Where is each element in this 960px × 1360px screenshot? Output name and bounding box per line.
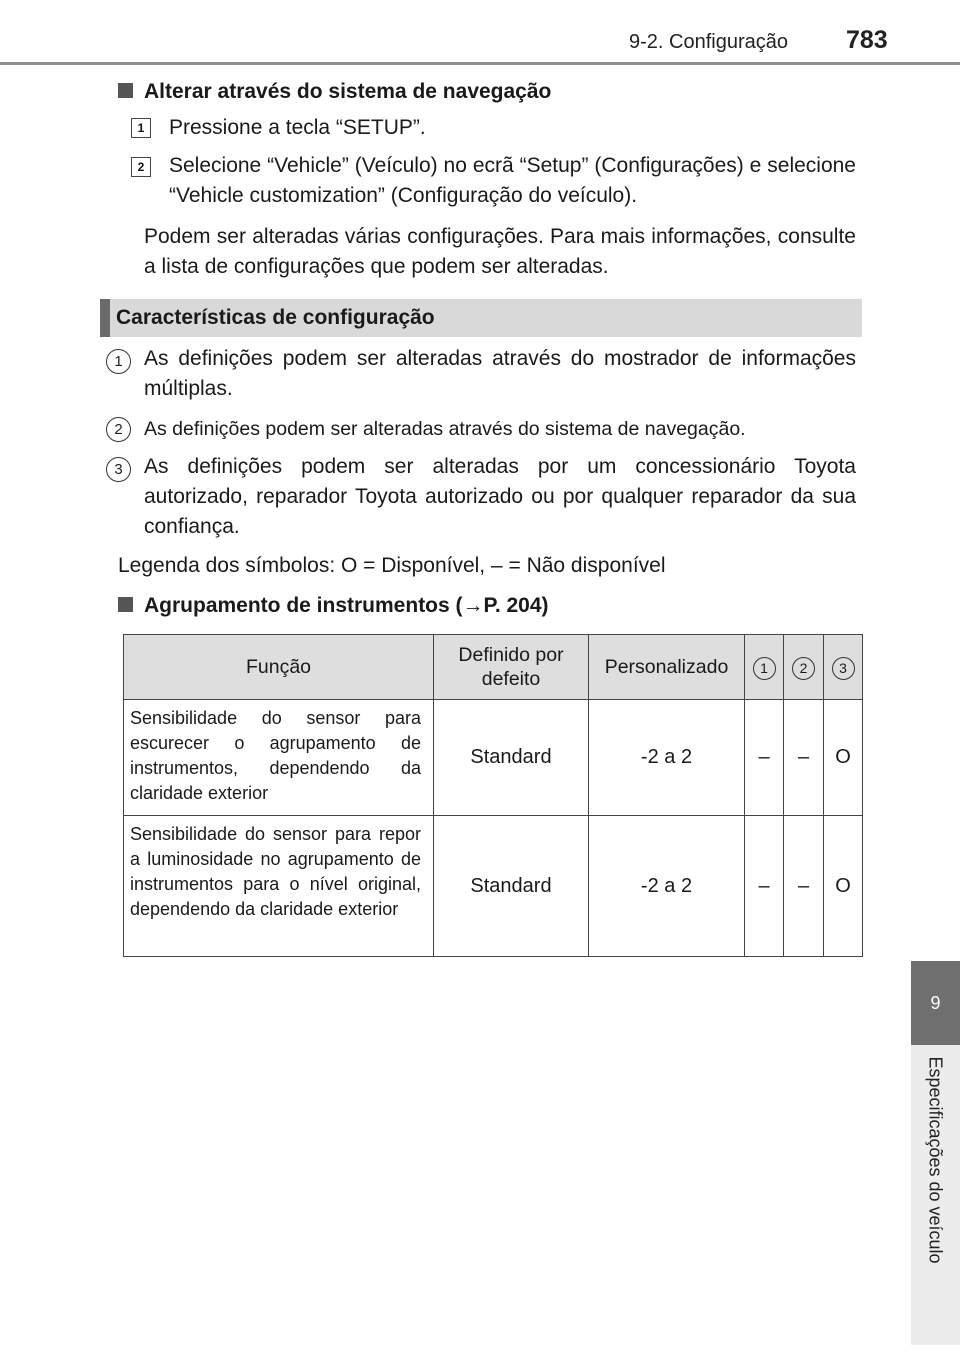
cell-c3: O xyxy=(824,700,863,816)
circled-number: 2 xyxy=(106,417,131,442)
cell-function: Sensibilidade do sensor para repor a luminosidade no agrupamento de instrumentos para o nível original, dependendo da claridade exterior xyxy=(124,816,434,957)
circled-number: 1 xyxy=(753,657,776,680)
section-title: 9-2. Configuração xyxy=(629,31,788,53)
circled-number: 3 xyxy=(106,457,131,482)
cell-c2: – xyxy=(784,700,824,816)
square-bullet-icon xyxy=(118,597,133,612)
nav-heading xyxy=(118,80,551,104)
header-custom: Personalizado xyxy=(589,635,745,700)
header-col2 xyxy=(784,635,824,700)
header-function: Função xyxy=(124,635,434,700)
chapter-tab: 9 xyxy=(911,961,960,1045)
cell-c1: – xyxy=(745,700,784,816)
header-col1 xyxy=(745,635,784,700)
settings-table xyxy=(123,634,863,957)
cell-default: Standard xyxy=(434,816,589,957)
table-row xyxy=(124,816,863,957)
instruments-heading-text: Agrupamento de instrumentos (→P. 204) xyxy=(144,594,549,617)
cell-default: Standard xyxy=(434,700,589,816)
cell-c2: – xyxy=(784,816,824,957)
header-default: Definido por defeito xyxy=(434,635,589,700)
table-header-row xyxy=(124,635,863,700)
circled-number: 2 xyxy=(792,657,815,680)
circled-number: 3 xyxy=(832,657,855,680)
feature-text: As definições podem ser alteradas através do mostrador de informações múltiplas. xyxy=(144,347,856,400)
cell-custom: -2 a 2 xyxy=(589,700,745,816)
nav-note: Podem ser alteradas várias configurações. Para mais informações, consulte a lista de configurações que podem ser alteradas. xyxy=(144,225,856,278)
header-col3 xyxy=(824,635,863,700)
feature-text: As definições podem ser alteradas por um concessionário Toyota autorizado, reparador Toyota autorizado ou por qualquer reparador da sua confiança. xyxy=(144,455,856,538)
header-divider xyxy=(0,62,960,65)
page-number: 783 xyxy=(846,26,888,54)
step-text: Selecione “Vehicle” (Veículo) no ecrã “Setup” (Configurações) e selecione “Vehicle customization” (Configuração do veículo). xyxy=(169,154,856,207)
nav-heading-text: Alterar através do sistema de navegação xyxy=(144,80,552,103)
step-number-box: 1 xyxy=(131,118,151,138)
square-bullet-icon xyxy=(118,83,133,98)
band-title: Características de configuração xyxy=(116,306,435,329)
table-row xyxy=(124,700,863,816)
cell-custom: -2 a 2 xyxy=(589,816,745,957)
band-accent xyxy=(100,299,110,337)
cell-c3: O xyxy=(824,816,863,957)
feature-text: As definições podem ser alteradas através do sistema de navegação. xyxy=(144,418,746,440)
legend-text: Legenda dos símbolos: O = Disponível, – = Não disponível xyxy=(118,554,666,577)
circled-number: 1 xyxy=(106,349,131,374)
step-number-box: 2 xyxy=(131,157,151,177)
instruments-heading xyxy=(118,594,549,618)
step-text: Pressione a tecla “SETUP”. xyxy=(169,116,426,139)
cell-function: Sensibilidade do sensor para escurecer o agrupamento de instrumentos, dependendo da claridade exterior xyxy=(124,700,434,816)
chapter-label: Especificações do veículo xyxy=(925,1056,946,1264)
cell-c1: – xyxy=(745,816,784,957)
section-band xyxy=(100,299,862,337)
